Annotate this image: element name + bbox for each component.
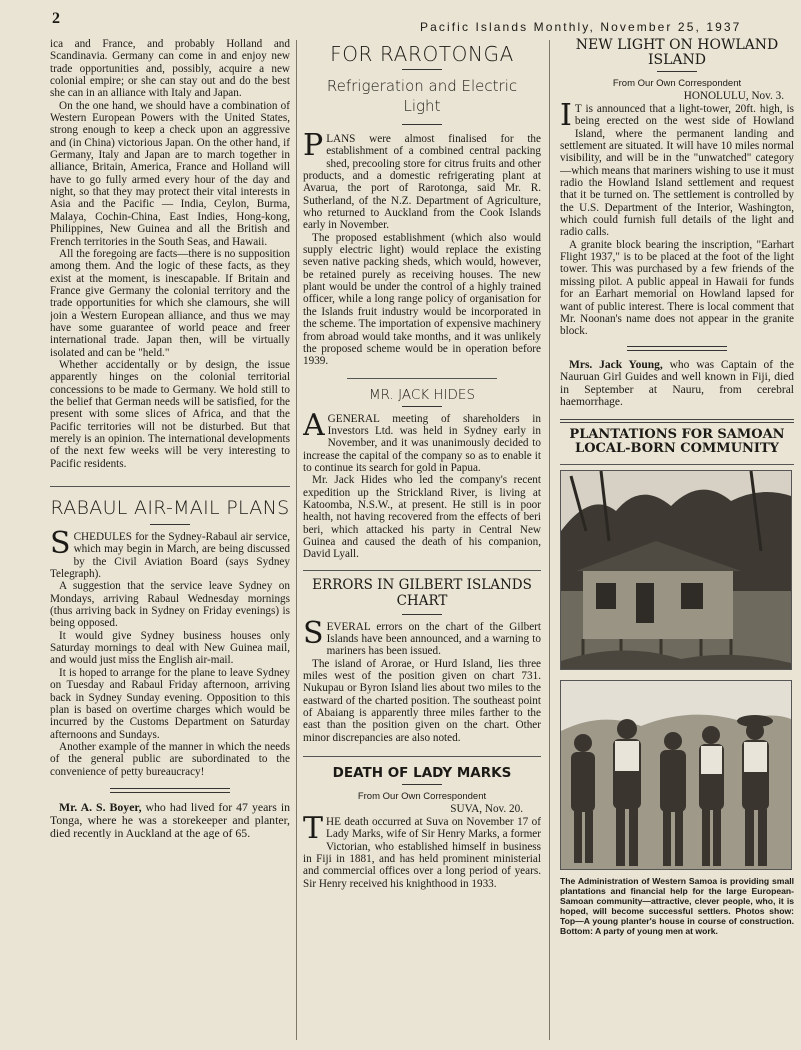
howland-paragraph: A granite block bearing the inscription, "Earhart Flight 1937," is to be placed at the foot of the light tower. This was purchased by a few friends of the missing pilot. A public appeal in Hawaii for funds for an Earhart memorial on Howland lapsed for want of public interest. There is local comment that Mr. Noonan's name does not appear in the granite block. <box>560 238 794 338</box>
boyer-obituary <box>50 801 290 839</box>
rabaul-paragraph: It would give Sydney business houses only Saturday mornings to deal with New Guinea mail, and would just miss the English air-mail. <box>50 629 290 667</box>
drop-cap: I <box>560 98 572 133</box>
editorial-paragraph: On the one hand, we should have a combination of Western European Powers with the United States, strong enough to keep a check upon an aggressive and (in China) victorious Japan. On the other hand, if Germany, Italy and Japan are to march together in alliance, Britain, America, France and Holland will have to go fully armed every hour of the day and night, so that they may protect their vital interests in Asia and the Pacific — India, Ceylon, Burma, Malaya, Cochin-China, East Indies, Hong-kong, Philippines, New Guinea and all the British and French territories in the South Seas, and Hawaii. <box>50 99 290 248</box>
young-obituary <box>560 359 794 409</box>
divider <box>347 378 497 379</box>
howland-paragraph: T is announced that a light-tower, 20ft. high, is being erected on the west side of Howland Island, where the permanent landing and settlement are situated. It will have 10 miles normal visibility, and will be in the "unwatched" category—which means that mariners wishing to use it must radio the Howland Island settlement and request that it be turned on. The settlement is controlled by the U.S. Department of the Interior, Washington, which could furnish full details of the light and radio calls. <box>560 103 794 239</box>
howland-byline: From Our Own Correspondent <box>612 78 742 89</box>
rabaul-headline: RABAUL AIR-MAIL PLANS <box>50 497 290 520</box>
howland-headline: NEW LIGHT ON HOWLAND ISLAND <box>575 38 779 68</box>
rarotonga-paragraph: LANS were almost finalised for the establishment of a combined central packing shed, precooling store for citrus fruits and other products, and a domestic refrigerating plant at Avarua, the port of Rarotonga, said Mr. R. Sutherland, of the N.Z. Department of Agriculture, who returned to Auckland from the Cook Islands early in November. <box>303 133 541 232</box>
samoa-caption-text: The Administration of Western Samoa is providing small plantations and financial help for the large European-Samoan community—attractive, clever people, who, it is hoped, will become successful settlers. Photos show: Top—A young planter's house in course of construction. Bottom: A party of young men at work. <box>560 875 794 937</box>
double-rule <box>110 788 230 793</box>
gilbert-headline: ERRORS IN GILBERT ISLANDS CHART <box>312 576 532 609</box>
howland-article <box>560 38 794 338</box>
column-three <box>560 38 794 936</box>
young-text: who was Captain of the Nauruan Girl Guides and well known in Fiji, died in September at Nauru, from cerebral haemorrhage. <box>560 358 794 409</box>
drop-cap: T <box>303 811 324 847</box>
column-two <box>303 42 541 890</box>
rabaul-paragraph: It is hoped to arrange for the plane to leave Sydney on Tuesday and Rabaul Friday afternoon, arriving back in Sydney Sunday evening. Opposition to this plan is based on overtime charges which would be incurred by the Customs Department on Saturday afternoons and Sundays. <box>50 666 290 741</box>
rarotonga-paragraph: The proposed establishment (which also would supply electric light) would replace the existing seven native packing sheds, which would, however, be retained purely as receiving houses. The new plant would be under the control of a highly trained officer, while a long range policy of organisation for the Islands fruit industry would be incorporated in the scheme. The importation of expensive machinery from abroad would take months, and it was unlikely the proposed scheme would be in operation before 1939. <box>303 231 541 368</box>
divider <box>303 570 541 571</box>
divider <box>402 784 442 785</box>
rabaul-body <box>50 526 290 778</box>
editorial-continuation <box>50 38 290 470</box>
divider <box>560 464 794 465</box>
howland-dateline: HONOLULU, Nov. 3. <box>683 90 784 102</box>
gilbert-article <box>303 570 541 744</box>
column-one <box>50 38 290 839</box>
gilbert-paragraph: The island of Arorae, or Hurd Island, lies three miles west of the position given on chart 731. Nukupau or Byron Island lies about two miles to the eastward of the charted position. The southeast point of Abaiang is apparently three miles farther to the east than the position given on the chart. Other minor discrepancies are also noted. <box>303 657 541 744</box>
marks-paragraph: HE death occurred at Suva on November 17 of Lady Marks, wife of Sir Henry Marks, a former Victorian, who established himself in business in Fiji in 1881, and has held prominent ministerial and commercial offices over a long period of years. Sir Henry received his knighthood in 1933. <box>303 816 541 890</box>
divider <box>303 756 541 757</box>
hides-paragraph: GENERAL meeting of shareholders in Investors Ltd. was held in Sydney early in November, and it was unanimously decided to increase the capital of the company so as to enable it to continue its search for gold in Papua. <box>303 412 541 474</box>
samoa-feature <box>560 419 794 937</box>
marks-dateline: SUVA, Nov. 20. <box>450 803 523 816</box>
editorial-paragraph: ica and France, and probably Holland and Scandinavia. Germany can come in and enjoy new trade opportunities and, possibly, acquire a new colonial empire; or she can stay out and do the best she can in an alliance with Italy and Japan. <box>50 38 290 100</box>
drop-cap: P <box>303 128 324 163</box>
hides-headline: MR. JACK HIDES <box>368 386 476 403</box>
drop-cap: S <box>50 526 71 562</box>
rarotonga-subhead: Refrigeration and Electric Light <box>326 77 518 115</box>
hides-paragraph: Mr. Jack Hides who led the company's recent expedition up the Strickland River, is living at Katoomba, N.S.W., at present. He still is in poor health, not having recovered from the effects of beri beri, which attacked his party in Central New Guinea and caused the death of his companion, David Lyall. <box>303 474 541 561</box>
marks-headline: DEATH OF LADY MARKS <box>332 765 512 782</box>
drop-cap: S <box>303 615 324 651</box>
double-rule <box>627 346 727 351</box>
marks-byline: From Our Own Correspondent <box>357 791 487 803</box>
gilbert-paragraph: EVERAL errors on the chart of the Gilbert Islands have been announced, and a warning to mariners has been issued. <box>326 620 541 658</box>
double-rule <box>560 419 794 423</box>
young-name: Mrs. Jack Young, <box>569 358 663 371</box>
house-photo-graphic <box>561 471 791 669</box>
drop-cap: A <box>303 407 325 443</box>
divider <box>50 486 290 487</box>
samoa-headline: PLANTATIONS FOR SAMOAN LOCAL-BORN COMMUNITY <box>569 426 785 456</box>
samoa-caption <box>560 876 794 937</box>
samoa-photo-men <box>560 680 792 870</box>
marks-article <box>303 756 541 890</box>
rabaul-article <box>50 486 290 778</box>
men-photo-graphic <box>561 681 791 869</box>
boyer-text: who had lived for 47 years in Tonga, where he was a storekeeper and planter, died recently in Auckland at the age of 65. <box>50 799 290 840</box>
running-head: Pacific Islands Monthly, November 25, 1937 <box>420 20 742 34</box>
editorial-paragraph: All the foregoing are facts—there is no supposition among them. And the logic of these facts, as they exist at the moment, is inescapable. If Britain and France give Germany the colonial territory and the trade opportunities for which she clamours, she will join a Western European alliance, and thus we may have some guarantee of world peace and freer international trade. Japan then, will be virtually isolated and can be "held." <box>50 247 290 359</box>
boyer-name: Mr. A. S. Boyer, <box>59 799 142 814</box>
divider <box>402 69 442 70</box>
rarotonga-article <box>303 42 541 368</box>
rabaul-paragraph: CHEDULES for the Sydney-Rabaul air service, which may begin in March, are being discussed by the Civil Aviation Board (says Sydney Telegraph). <box>50 531 290 581</box>
rabaul-paragraph: A suggestion that the service leave Sydney on Mondays, arriving Rabaul Wednesday mornings (thus arriving back in Sydney on Friday evenings) is being opposed. <box>50 580 290 630</box>
rarotonga-headline: FOR RAROTONGA <box>330 42 514 66</box>
column-rule-left <box>296 40 297 1040</box>
divider <box>402 124 442 125</box>
rabaul-paragraph: Another example of the manner in which the needs of the general public are subordinated to the convenience of petty bureaucracy! <box>50 740 290 778</box>
divider <box>150 524 190 525</box>
editorial-paragraph: Whether accidentally or by design, the issue apparently hinges on the colonial territorial concessions to be made to Germany. We hold still to the belief that German needs will be satisfied, for the present with some slices of Africa, and that the Pacific territories will not be disturbed. But that merely is an opinion. The international developments of the next few weeks will be very interesting to Pacific residents. <box>50 358 290 470</box>
divider <box>657 71 697 72</box>
page-number: 2 <box>52 10 60 27</box>
divider <box>402 614 442 615</box>
column-rule-right <box>549 40 550 1040</box>
hides-article <box>303 378 541 561</box>
divider <box>402 406 442 407</box>
samoa-photo-house <box>560 470 792 670</box>
